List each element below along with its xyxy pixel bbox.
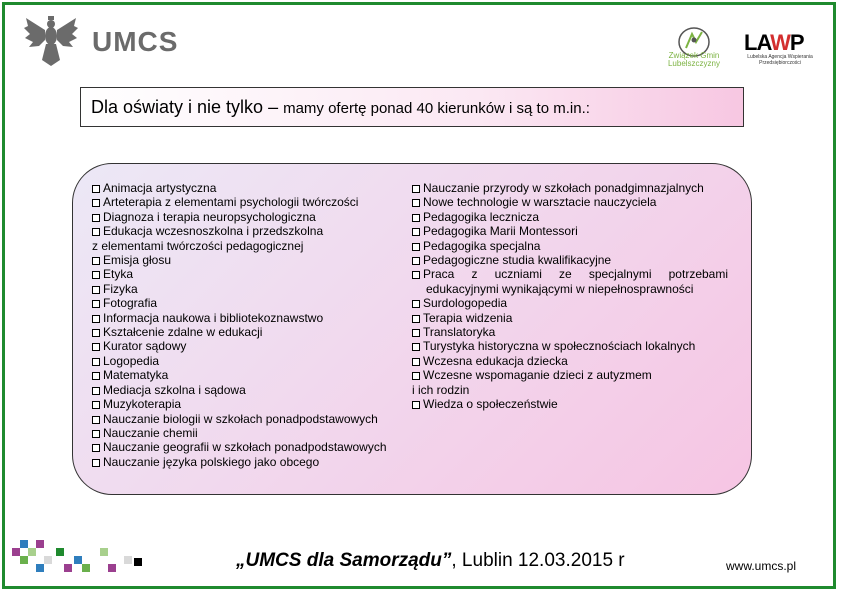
list-item: Etyka [92,267,412,281]
program-list-left [92,181,412,469]
checkbox-bullet-icon [92,286,100,294]
list-item-continuation: i ich rodzin [412,382,470,397]
checkbox-bullet-icon [412,358,420,366]
checkbox-bullet-icon [92,387,100,395]
list-item: Nauczanie chemii [92,426,412,440]
checkbox-bullet-icon [412,300,420,308]
pixel-square [20,556,28,564]
checkbox-bullet-icon [92,271,100,279]
checkbox-bullet-icon [412,243,420,251]
pixel-square [64,564,72,572]
list-item: Kurator sądowy [92,339,412,353]
pixel-square [20,540,28,548]
umcs-wordmark: UMCS [92,26,179,57]
list-item: Arteterapia z elementami psychologii twórczości [92,195,412,209]
pixel-square [56,548,64,556]
list-item: Translatoryka [412,325,728,339]
list-item: Turystyka historyczna w społecznościach lokalnych [412,339,728,353]
pixel-square [134,558,142,566]
checkbox-bullet-icon [412,185,420,193]
pixel-square [100,548,108,556]
list-item: Mediacja szkolna i sądowa [92,383,412,397]
pixel-square [82,564,90,572]
list-item: Surdologopedia [412,296,728,310]
pixel-square [108,564,116,572]
lawp-logo: LAWP [744,30,804,55]
pixel-square [44,556,52,564]
header-banner [80,87,744,127]
umcs-eagle-logo [22,14,80,70]
pixel-square [36,540,44,548]
list-item: Wiedza o społeczeństwie [412,397,728,411]
header-dash: – [263,97,284,117]
list-item: Nauczanie przyrody w szkołach ponadgimnazjalnych [412,181,728,195]
list-item: Nauczanie biologii w szkołach ponadpodstawowych [92,412,412,426]
footer-caption [236,550,625,572]
checkbox-bullet-icon [92,257,100,265]
header-title [91,97,590,118]
zwiazek-gmin-label: Związek Gmin Lubelszczyzny [667,51,721,68]
list-item: Informacja naukowa i bibliotekoznawstwo [92,311,412,325]
footer-quote: „UMCS dla Samorządu” [236,550,452,571]
checkbox-bullet-icon [92,444,100,452]
checkbox-bullet-icon [92,372,100,380]
list-item-continuation: z elementami twórczości pedagogicznej [92,238,304,253]
list-item: Pedagogika lecznicza [412,210,728,224]
list-item: Diagnoza i terapia neuropsychologiczna [92,210,412,224]
list-item: Pedagogika specjalna [412,239,728,253]
list-item: Nauczanie geografii w szkołach ponadpodstawowych [92,440,412,454]
list-item: Praca z uczniami ze specjalnymi potrzebami [412,267,728,281]
checkbox-bullet-icon [92,343,100,351]
list-item: Pedagogiczne studia kwalifikacyjne [412,253,728,267]
list-item-continuation: edukacyjnymi wynikającymi w niepełnosprawności [426,281,694,296]
checkbox-bullet-icon [412,228,420,236]
checkbox-bullet-icon [412,343,420,351]
checkbox-bullet-icon [412,372,420,380]
checkbox-bullet-icon [412,315,420,323]
list-item: Logopedia [92,354,412,368]
website-link[interactable]: www.umcs.pl [726,559,797,573]
header-title-main: Dla oświaty i nie tylko [91,97,264,117]
checkbox-bullet-icon [412,271,420,279]
checkbox-bullet-icon [92,401,100,409]
list-item: Animacja artystyczna [92,181,412,195]
checkbox-bullet-icon [92,315,100,323]
pixel-square [12,548,20,556]
list-item: Kształcenie zdalne w edukacji [92,325,412,339]
checkbox-bullet-icon [92,300,100,308]
checkbox-bullet-icon [92,329,100,337]
pixel-square [74,556,82,564]
pixel-square [124,556,132,564]
checkbox-bullet-icon [412,329,420,337]
list-item: Wczesne wspomaganie dzieci z autyzmem [412,368,728,382]
checkbox-bullet-icon [92,459,100,467]
checkbox-bullet-icon [92,228,100,236]
footer-date: , Lublin 12.03.2015 r [451,550,625,571]
header-subtitle: mamy ofertę ponad 40 kierunków i są to m.in.: [283,100,590,117]
checkbox-bullet-icon [92,214,100,222]
checkbox-bullet-icon [92,185,100,193]
list-item: Nowe technologie w warsztacie nauczyciela [412,195,728,209]
list-item: Fizyka [92,282,412,296]
checkbox-bullet-icon [92,430,100,438]
list-item: Muzykoterapia [92,397,412,411]
lawp-subtitle: Lubelska Agencja Wspierania Przedsiębiorczości [747,54,813,66]
checkbox-bullet-icon [412,199,420,207]
list-item: Nauczanie języka polskiego jako obcego [92,455,412,469]
checkbox-bullet-icon [412,401,420,409]
checkbox-bullet-icon [92,416,100,424]
checkbox-bullet-icon [92,358,100,366]
pixel-square [28,548,36,556]
list-item: Wczesna edukacja dziecka [412,354,728,368]
pixel-square [36,564,44,572]
decorative-pixel-pattern [12,540,152,580]
list-item: Terapia widzenia [412,311,728,325]
checkbox-bullet-icon [412,257,420,265]
list-item: Edukacja wczesnoszkolna i przedszkolna [92,224,412,238]
list-item: Matematyka [92,368,412,382]
checkbox-bullet-icon [412,214,420,222]
program-list-right [412,181,728,412]
list-item: Emisja głosu [92,253,412,267]
list-item: Pedagogika Marii Montessori [412,224,728,238]
checkbox-bullet-icon [92,199,100,207]
list-item: Fotografia [92,296,412,310]
